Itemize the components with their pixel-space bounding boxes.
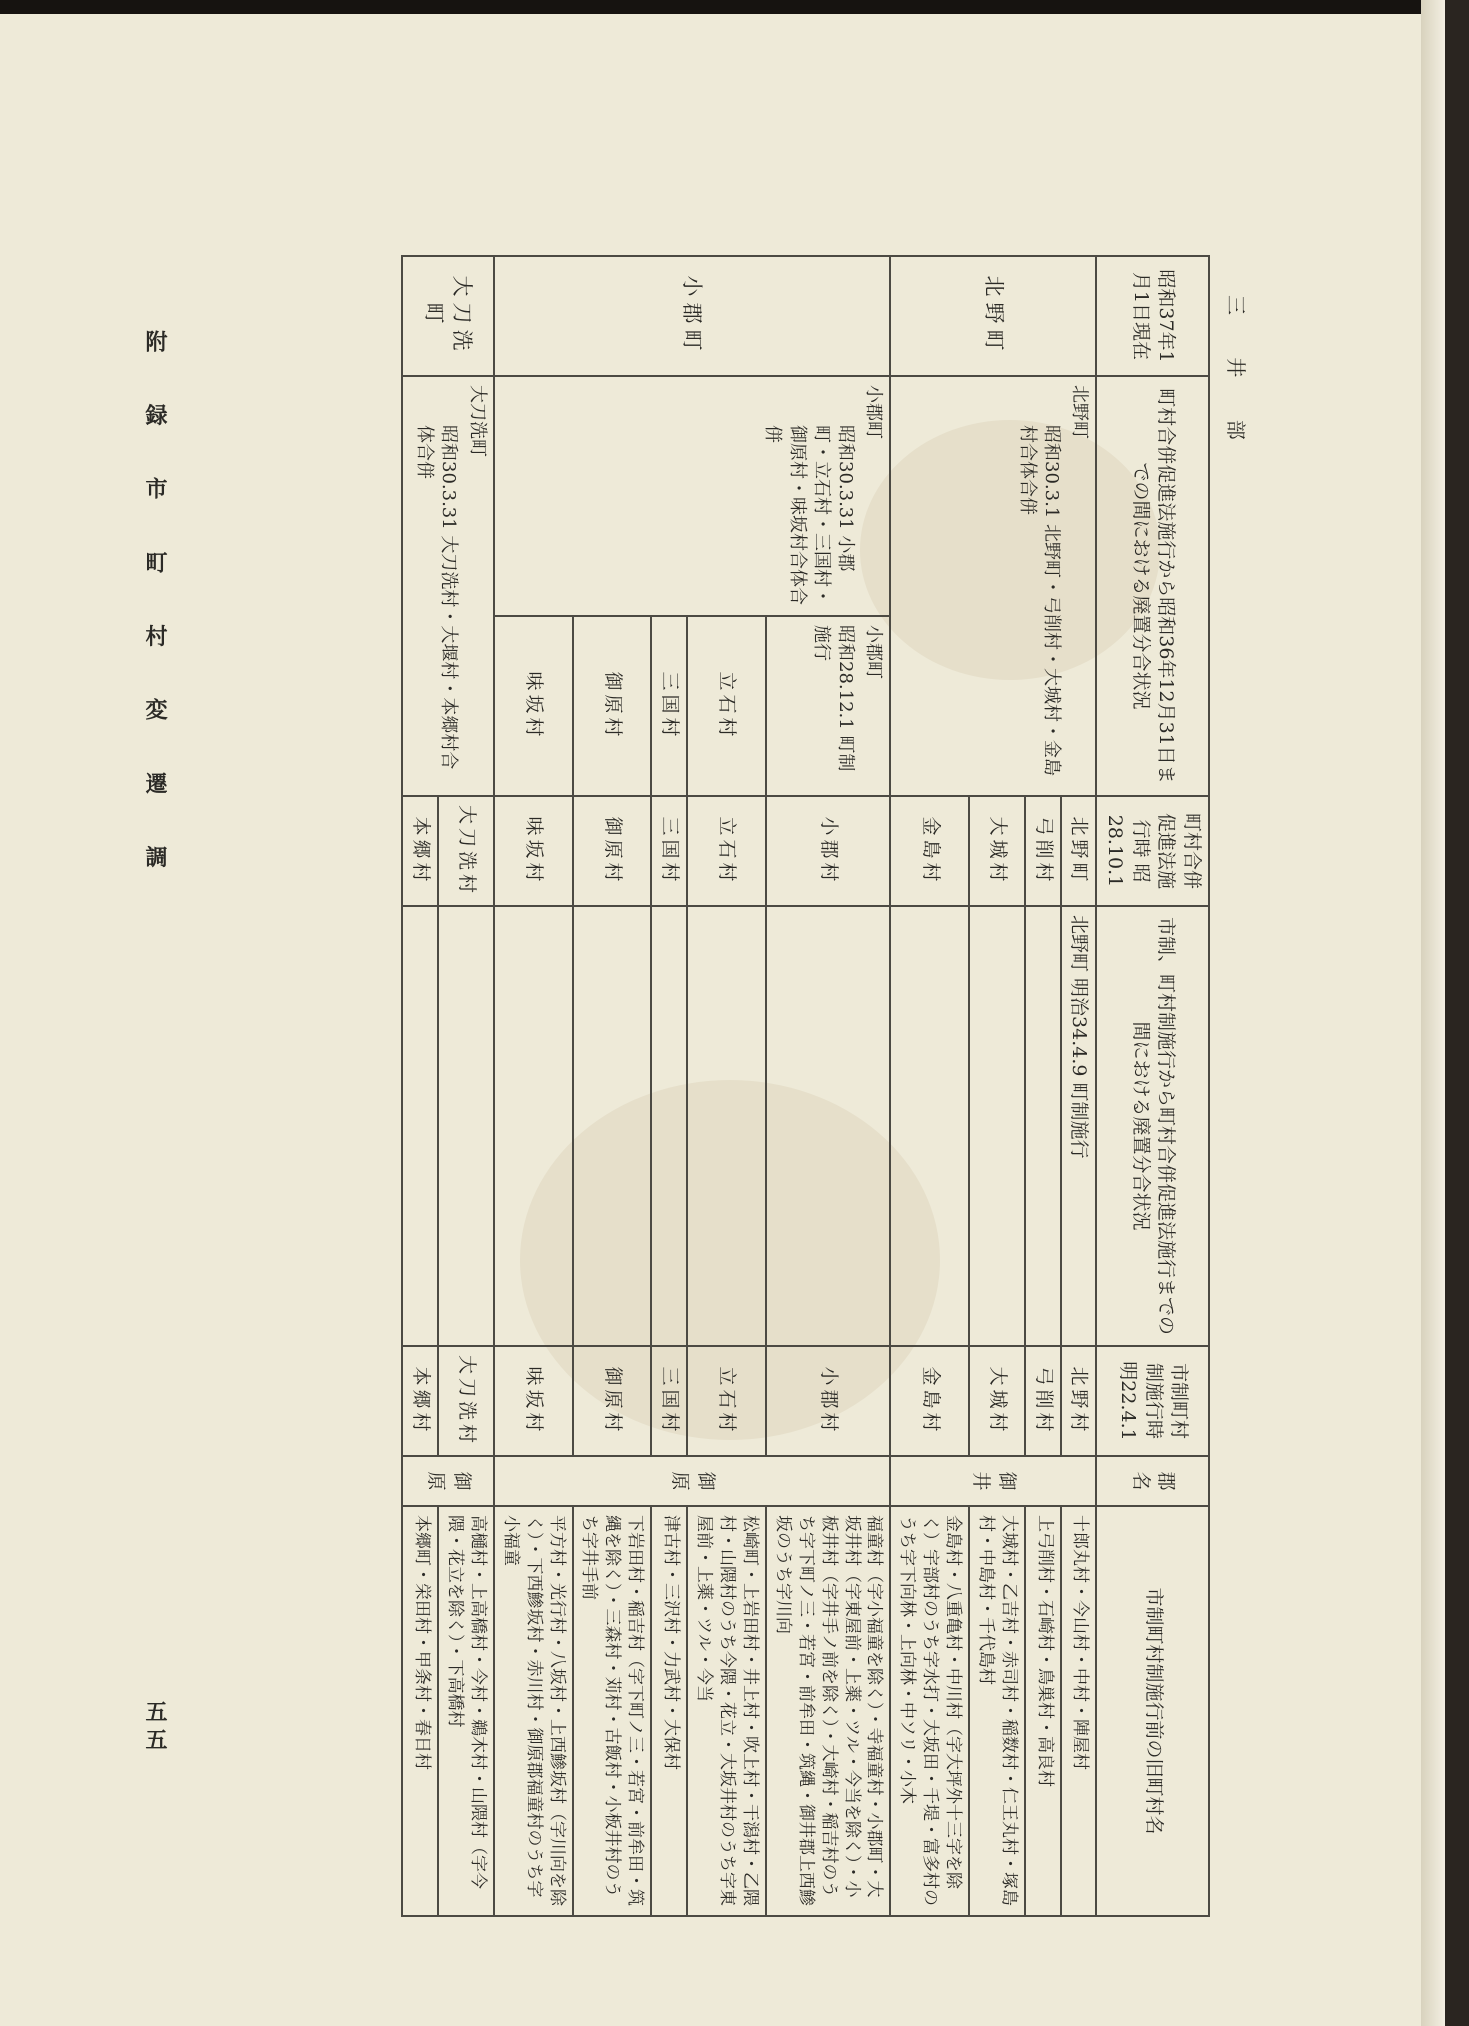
inner-village: 立石村 [687, 616, 766, 796]
orig-village: 味坂村 [494, 1346, 573, 1456]
sub-merger-cell [766, 616, 891, 796]
old-village-names: 福童村（字小福童を除く）・寺福童村・小郡町・大坂井村（字東屋前・上薬・ツル・今当を除く）・小板井村（字井手ノ前を除く）・大崎村・稲吉村のうち字下町ノ三・若宮・前牟田・筑縄・御井郡上西鯵坂のうち字川向 [766, 1506, 891, 1916]
promo-village: 小郡村 [766, 796, 891, 906]
inner-village: 味坂村 [494, 616, 573, 796]
promo-village: 御原村 [573, 796, 652, 906]
period-event [651, 906, 687, 1346]
promo-village: 三国村 [651, 796, 687, 906]
table-row [438, 256, 494, 1916]
old-village-names: 松崎町・上岩田村・井上村・吹上村・干潟村・乙隈村・山隈村のうち今隈・花立・大坂井村のうち字東屋前・上薬・ツル・今当 [687, 1506, 766, 1916]
appendix-label: 附 録 市 町 村 変 遷 調 [142, 330, 168, 890]
merger-cell [402, 376, 494, 796]
orig-village: 弓削村 [1025, 1346, 1061, 1456]
old-village-names: 本郷町・栄田村・甲条村・春日村 [402, 1506, 438, 1916]
promo-village: 味坂村 [494, 796, 573, 906]
period-event [573, 906, 652, 1346]
orig-village: 本郷村 [402, 1346, 438, 1456]
current-town: 小郡町 [494, 256, 891, 376]
period-event: 北野町 明治34.4.9 町制施行 [1061, 906, 1097, 1346]
rotated-content [220, 255, 1260, 1955]
orig-village: 北野村 [1061, 1346, 1097, 1456]
municipal-change-table [401, 255, 1210, 1917]
old-village-names: 金島村・八重亀村・中川村（字大坪外十三字を除く）宇部村のうち字水打・大坂田・千堤・富多村のうち字下向林・上向林・中ソリ・小木 [890, 1506, 969, 1916]
old-village-names: 下岩田村・稲吉村（字下町ノ三・若宮・前牟田・筑縄を除く）・三森村・苅村・古飯村・小板井村のうち字井手前 [573, 1506, 652, 1916]
orig-village: 大刀洗村 [438, 1346, 494, 1456]
sub-merger-event: 昭和28.12.1 町制施行 [810, 625, 857, 772]
merger-cell [494, 376, 891, 616]
page-number: 五五 [142, 1700, 168, 1756]
period-event [1025, 906, 1061, 1346]
promo-village: 本郷村 [402, 796, 438, 906]
old-village-names: 上弓削村・石崎村・鳥巣村・高良村 [1025, 1506, 1061, 1916]
promo-village: 大城村 [969, 796, 1025, 906]
merger-name: 北野町 [1069, 385, 1091, 439]
inner-village: 三国村 [651, 616, 687, 796]
header-current: 昭和37年1月1日現在 [1096, 256, 1209, 376]
section-label: 三 井 部 [1224, 295, 1248, 458]
table-header-row [1096, 256, 1209, 1916]
district-name: 御井 [890, 1456, 1096, 1506]
period-event [494, 906, 573, 1346]
period-event [890, 906, 969, 1346]
district-name: 御原 [402, 1456, 494, 1506]
sub-merger-name: 小郡町 [863, 625, 885, 679]
period-event [969, 906, 1025, 1346]
current-town: 大刀洗町 [402, 256, 494, 376]
orig-village: 小郡村 [766, 1346, 891, 1456]
district-name: 御原 [494, 1456, 891, 1506]
promo-village: 立石村 [687, 796, 766, 906]
header-town-system-period: 市制、町村制施行から町村合併促進法施行までの間における廃置分合状況 [1096, 906, 1209, 1346]
header-old-names: 市制町村制施行前の旧町村名 [1096, 1506, 1209, 1916]
old-village-names: 平方村・光行村・八坂村・上西鯵坂村（字川向を除く）・下西鯵坂村・赤川村・御原郡福童村のうち字小福童 [494, 1506, 573, 1916]
old-village-names: 十郎丸村・今山村・中村・陣屋村 [1061, 1506, 1097, 1916]
promo-village: 金島村 [890, 796, 969, 906]
header-merger-period: 町村合併促進法施行から昭和36年12月31日までの間における廃置分合状況 [1096, 376, 1209, 796]
promo-village: 北野町 [1061, 796, 1097, 906]
period-event [402, 906, 438, 1346]
merger-name: 小郡町 [863, 385, 885, 439]
period-event [766, 906, 891, 1346]
old-village-names: 大城村・乙吉村・赤司村・稲数村・仁王丸村・塚島村・中島村・千代島村 [969, 1506, 1025, 1916]
table-row [766, 256, 891, 1916]
header-promotion-law: 町村合併促進法施行時 昭28.10.1 [1096, 796, 1209, 906]
orig-village: 御原村 [573, 1346, 652, 1456]
inner-village: 御原村 [573, 616, 652, 796]
merger-event: 昭和30.3.31 大刀洗村・大堰村・本郷村合体合併 [414, 425, 460, 770]
old-village-names: 高樋村・上高橋村・今村・鵜木村・山隈村（字今隈・花立を除く）・下高橋村 [438, 1506, 494, 1916]
orig-village: 三国村 [651, 1346, 687, 1456]
merger-cell [890, 376, 1096, 796]
header-town-system: 市制町村制施行時 明22.4.1 [1096, 1346, 1209, 1456]
orig-village: 立石村 [687, 1346, 766, 1456]
scan-top-edge [0, 0, 1445, 14]
promo-village: 大刀洗村 [438, 796, 494, 906]
period-event [687, 906, 766, 1346]
table-row [1061, 256, 1097, 1916]
merger-event: 昭和30.3.1 北野町・弓削村・大城村・金島村合体合併 [1016, 425, 1063, 776]
current-town: 北野町 [890, 256, 1096, 376]
merger-name: 大刀洗町 [466, 385, 488, 457]
period-event [438, 906, 494, 1346]
old-village-names: 津古村・三沢村・力武村・大保村 [651, 1506, 687, 1916]
binding-edge [1421, 0, 1445, 2026]
header-district: 郡名 [1096, 1456, 1209, 1506]
orig-village: 金島村 [890, 1346, 969, 1456]
promo-village: 弓削村 [1025, 796, 1061, 906]
orig-village: 大城村 [969, 1346, 1025, 1456]
merger-event: 昭和30.3.31 小郡町・立石村・三国村・御原村・味坂村合体合併 [762, 425, 857, 605]
